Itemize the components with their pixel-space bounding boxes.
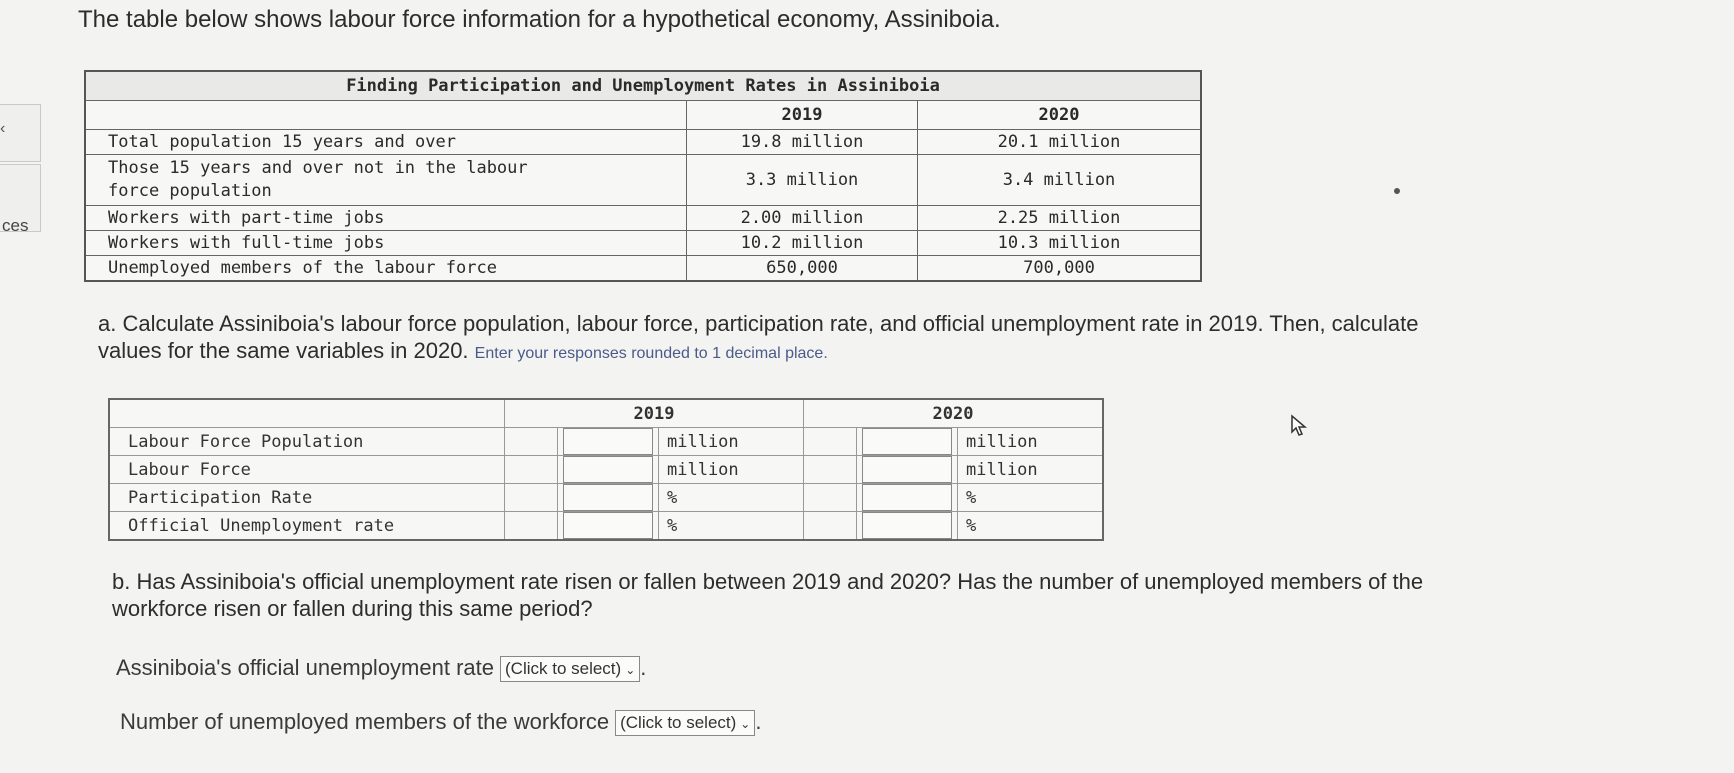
value-2020: 700,000 [918, 256, 1202, 282]
value-2020: 10.3 million [918, 231, 1202, 256]
value-2019: 3.3 million [687, 155, 918, 206]
intro-text: The table below shows labour force information for a hypothetical economy, Assiniboia. [78, 6, 1001, 33]
unit-label: % [659, 484, 804, 512]
unit-label: % [958, 484, 1104, 512]
table-row [85, 256, 1201, 282]
question-a-text: a. Calculate Assiniboia's labour force population, labour force, participation rate, and official unemployment rate in 2019. Then, calculate values for the same variables in 2020. [98, 311, 1419, 363]
side-panel-fragment-top [0, 104, 41, 162]
input-cell-2020 [857, 428, 958, 456]
labour-force-2019-input[interactable] [563, 456, 653, 483]
input-cell-2020 [857, 484, 958, 512]
chevron-down-icon: ⌄ [625, 663, 636, 678]
header-2019: 2019 [687, 101, 918, 130]
unemployed-members-select-label: Number of unemployed members of the workforce [120, 709, 610, 734]
answer-row [109, 512, 1103, 541]
spacer-cell [505, 456, 558, 484]
question-a [98, 310, 1458, 367]
question-b-text: b. Has Assiniboia's official unemployment rate risen or fallen between 2019 and 2020? Has the number of unemployed members of the workforce risen or fallen during this same period? [112, 569, 1424, 621]
unit-label: million [958, 428, 1104, 456]
side-panel-label[interactable]: ces [2, 216, 29, 235]
header-2020: 2020 [918, 101, 1202, 130]
labour-force-table [84, 70, 1202, 282]
spacer-cell [505, 512, 558, 541]
row-label: Unemployed members of the labour force [85, 256, 687, 282]
value-2019: 650,000 [687, 256, 918, 282]
spacer-cell [505, 428, 558, 456]
value-2020: 20.1 million [918, 130, 1202, 155]
row-label: Workers with part-time jobs [85, 206, 687, 231]
table-row [85, 155, 1201, 206]
unemployed-members-select-line [120, 709, 761, 736]
unemployment-rate-select[interactable] [500, 656, 640, 682]
period: . [755, 709, 762, 734]
row-label: Workers with full-time jobs [85, 231, 687, 256]
input-cell-2020 [857, 456, 958, 484]
labour-force-population-2020-input[interactable] [862, 428, 952, 455]
answer-row-label: Labour Force Population [109, 428, 505, 456]
participation-rate-2019-input[interactable] [563, 484, 653, 511]
input-cell-2019 [558, 484, 659, 512]
spacer-cell [505, 484, 558, 512]
value-2020: 2.25 million [918, 206, 1202, 231]
labour-force-2020-input[interactable] [862, 456, 952, 483]
decorative-dot [1394, 188, 1400, 194]
header-blank [85, 101, 687, 130]
unemployment-rate-2019-input[interactable] [563, 512, 653, 539]
unit-label: million [659, 456, 804, 484]
spacer-cell [804, 456, 857, 484]
unit-label: % [958, 512, 1104, 541]
answer-header-2020: 2020 [804, 399, 1104, 428]
unemployed-members-select-value: (Click to select) [620, 713, 737, 733]
table-row [85, 231, 1201, 256]
answer-header-2019: 2019 [505, 399, 804, 428]
value-2019: 19.8 million [687, 130, 918, 155]
answer-header-blank [109, 399, 505, 428]
unemployment-rate-select-value: (Click to select) [505, 659, 622, 679]
input-cell-2019 [558, 428, 659, 456]
answer-row [109, 484, 1103, 512]
row-label: Total population 15 years and over [85, 130, 687, 155]
spacer-cell [804, 484, 857, 512]
collapse-arrow-icon[interactable]: ‹ [0, 120, 6, 137]
answer-table [108, 398, 1104, 541]
unemployed-members-select[interactable] [615, 710, 755, 736]
answer-row [109, 428, 1103, 456]
spacer-cell [804, 512, 857, 541]
value-2019: 10.2 million [687, 231, 918, 256]
mouse-pointer-icon [1290, 414, 1310, 438]
table-row [85, 206, 1201, 231]
unemployment-rate-select-label: Assiniboia's official unemployment rate [116, 655, 494, 680]
answer-row-label: Official Unemployment rate [109, 512, 505, 541]
unit-label: million [659, 428, 804, 456]
question-a-hint: Enter your responses rounded to 1 decimal place. [474, 345, 828, 362]
value-2019: 2.00 million [687, 206, 918, 231]
value-2020: 3.4 million [918, 155, 1202, 206]
period: . [640, 655, 647, 680]
labour-force-population-2019-input[interactable] [563, 428, 653, 455]
unit-label: % [659, 512, 804, 541]
table-title: Finding Participation and Unemployment Rates in Assiniboia [85, 71, 1201, 101]
participation-rate-2020-input[interactable] [862, 484, 952, 511]
input-cell-2019 [558, 512, 659, 541]
chevron-down-icon: ⌄ [740, 717, 751, 732]
answer-row-label: Participation Rate [109, 484, 505, 512]
input-cell-2019 [558, 456, 659, 484]
row-label-text: Those 15 years and over not in the labour force population [108, 158, 528, 201]
row-label [85, 155, 687, 206]
answer-row [109, 456, 1103, 484]
unemployment-rate-2020-input[interactable] [862, 512, 952, 539]
spacer-cell [804, 428, 857, 456]
table-row [85, 130, 1201, 155]
answer-row-label: Labour Force [109, 456, 505, 484]
unit-label: million [958, 456, 1104, 484]
unemployment-rate-select-line [116, 655, 646, 682]
input-cell-2020 [857, 512, 958, 541]
